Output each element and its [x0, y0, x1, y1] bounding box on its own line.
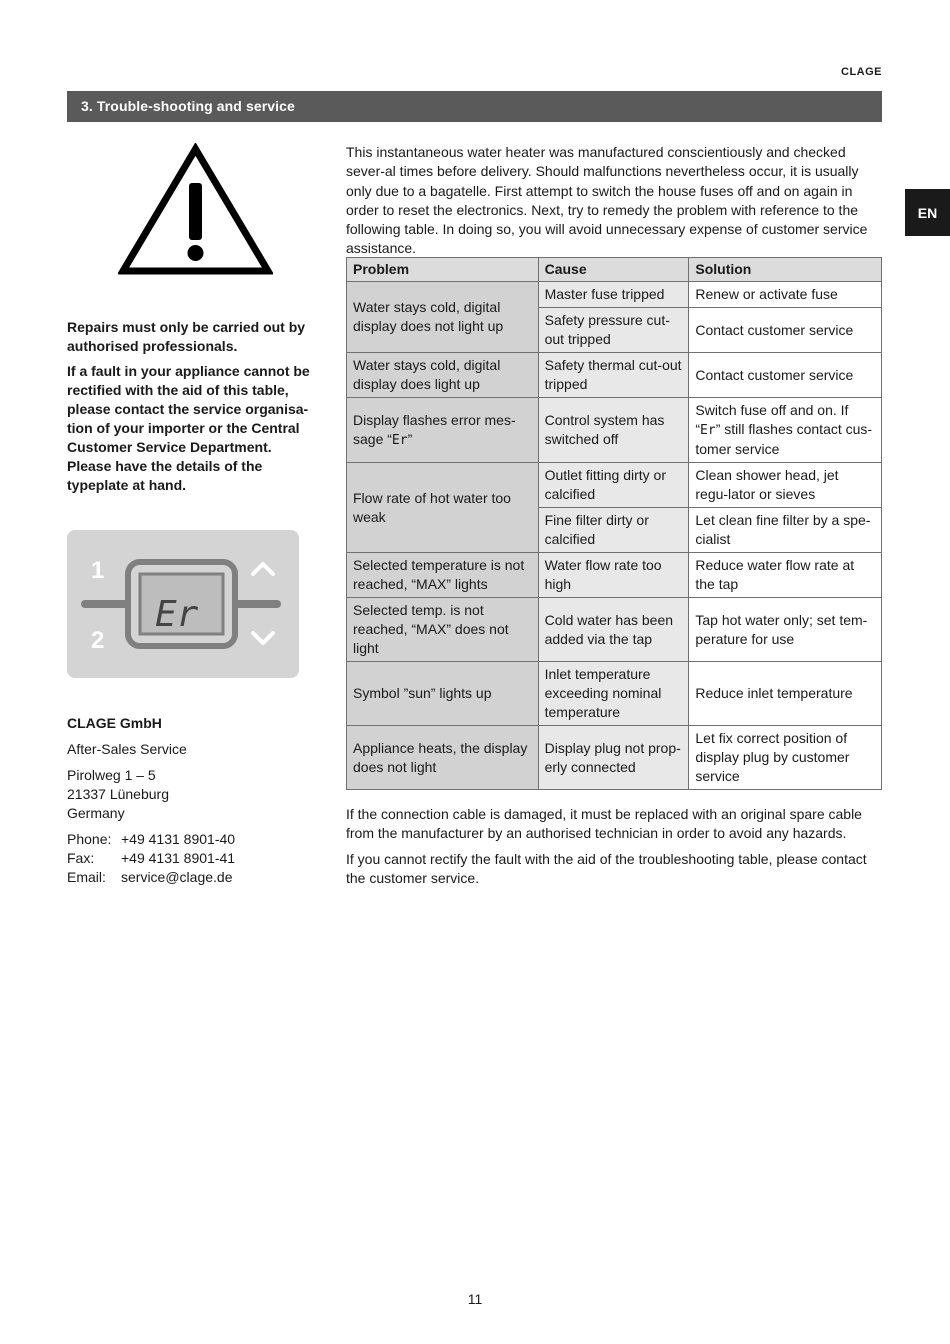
phone-label: Phone: — [67, 831, 112, 847]
solution-cell: Let fix correct position of display plug by customer service — [689, 726, 882, 790]
cause-cell: Water flow rate too high — [538, 553, 689, 598]
problem-cell: Flow rate of hot water too weak — [347, 463, 539, 553]
display-screen-text: Er — [155, 594, 199, 635]
error-code: Er — [700, 423, 716, 438]
footnote-paragraph: If the connection cable is damaged, it must be replaced with an original spare cable from the manufacturer by an authorised technician in order to avoid any hazards. — [346, 806, 862, 842]
problem-cell: Appliance heats, the display does not light — [347, 726, 539, 790]
solution-text: Switch fuse off and on. If “ — [695, 402, 849, 437]
address-street: Pirolweg 1 – 5 — [67, 767, 156, 783]
table-row — [347, 553, 882, 598]
warning-notice — [67, 318, 319, 501]
cause-cell: Fine filter dirty or calcified — [538, 508, 689, 553]
address-country: Germany — [67, 805, 125, 821]
solution-text: ” still flashes contact cus-tomer service — [695, 421, 873, 457]
solution-cell: Contact customer service — [689, 308, 882, 353]
fax-value: +49 4131 8901-41 — [121, 850, 236, 866]
fax-label: Fax: — [67, 850, 95, 866]
cause-cell: Control system has switched off — [538, 398, 689, 463]
warning-triangle-icon — [118, 143, 273, 276]
cause-cell: Master fuse tripped — [538, 282, 689, 308]
problem-cell: Water stays cold, digital display does not light up — [347, 282, 539, 353]
address — [67, 766, 319, 823]
table-row — [347, 463, 882, 508]
cause-cell: Cold water has been added via the tap — [538, 598, 689, 662]
problem-text: Display flashes error mes-sage “ — [353, 411, 516, 447]
footnote-paragraph: If you cannot rectify the fault with the aid of the troubleshooting table, please contact the customer service. — [346, 850, 867, 886]
table-row — [347, 598, 882, 662]
header-problem: Problem — [347, 258, 539, 282]
header-cause: Cause — [538, 258, 689, 282]
solution-cell: Let clean fine filter by a spe-cialist — [689, 508, 882, 553]
solution-cell: Tap hot water only; set tem-perature for use — [689, 598, 882, 662]
problem-cell — [347, 398, 539, 463]
solution-cell — [689, 398, 882, 463]
problem-cell: Selected temp. is not reached, “MAX” does not light — [347, 598, 539, 662]
solution-cell: Renew or activate fuse — [689, 282, 882, 308]
table-header-row — [347, 258, 882, 282]
email-value: service@clage.de — [121, 869, 233, 885]
header-solution: Solution — [689, 258, 882, 282]
phone-value: +49 4131 8901-40 — [121, 831, 236, 847]
table-row — [347, 353, 882, 398]
problem-cell: Selected temperature is not reached, “MAX” lights — [347, 553, 539, 598]
warning-paragraph: If a fault in your appliance cannot be rectified with the aid of this table, please contact the service organisa-tion of your importer or the Central Customer Service Department. Please have the details of the typeplate at hand. — [67, 363, 310, 493]
solution-cell: Reduce inlet temperature — [689, 662, 882, 726]
table-row — [347, 726, 882, 790]
cause-cell: Safety pressure cut-out tripped — [538, 308, 689, 353]
intro-paragraph: This instantaneous water heater was manufactured conscientiously and checked sever-al times before delivery. Should malfunctions nevertheless occur, it is usually only due to a bagatelle. First attempt to switch the house fuses off and on again in order to reset the electronics. Next, try to remedy the problem with reference to the following table. In doing so, you will avoid unnecessary expense of customer service assistance. — [346, 144, 868, 257]
fax-row — [67, 849, 235, 868]
footnotes — [346, 805, 882, 894]
display-label-top: 1 — [91, 557, 105, 584]
section-title-bar: 3. Trouble-shooting and service — [67, 91, 882, 122]
email-row — [67, 868, 235, 887]
page-number: 11 — [467, 1291, 483, 1307]
table-row — [347, 282, 882, 308]
contact-block — [67, 714, 319, 887]
department: After-Sales Service — [67, 741, 187, 757]
solution-cell: Reduce water flow rate at the tap — [689, 553, 882, 598]
error-code: Er — [391, 432, 408, 448]
display-label-bottom: 2 — [91, 627, 105, 654]
display-panel-illustration — [67, 530, 299, 678]
problem-text: ” — [407, 430, 413, 447]
cause-cell: Display plug not prop-erly connected — [538, 726, 689, 790]
table-row — [347, 662, 882, 726]
contact-details — [67, 830, 235, 887]
language-tab: EN — [905, 189, 950, 236]
brand-label: CLAGE — [841, 66, 882, 78]
cause-cell: Inlet temperature exceeding nominal temperature — [538, 662, 689, 726]
problem-cell: Water stays cold, digital display does light up — [347, 353, 539, 398]
cause-cell: Safety thermal cut-out tripped — [538, 353, 689, 398]
warning-paragraph: Repairs must only be carried out by authorised professionals. — [67, 319, 306, 354]
phone-row — [67, 830, 235, 849]
address-city: 21337 Lüneburg — [67, 786, 169, 802]
email-label: Email: — [67, 869, 106, 885]
solution-cell: Contact customer service — [689, 353, 882, 398]
company-name: CLAGE GmbH — [67, 715, 162, 731]
solution-cell: Clean shower head, jet regu-lator or sieves — [689, 463, 882, 508]
cause-cell: Outlet fitting dirty or calcified — [538, 463, 689, 508]
troubleshooting-table — [346, 257, 882, 790]
table-row — [347, 398, 882, 463]
problem-cell: Symbol ”sun” lights up — [347, 662, 539, 726]
